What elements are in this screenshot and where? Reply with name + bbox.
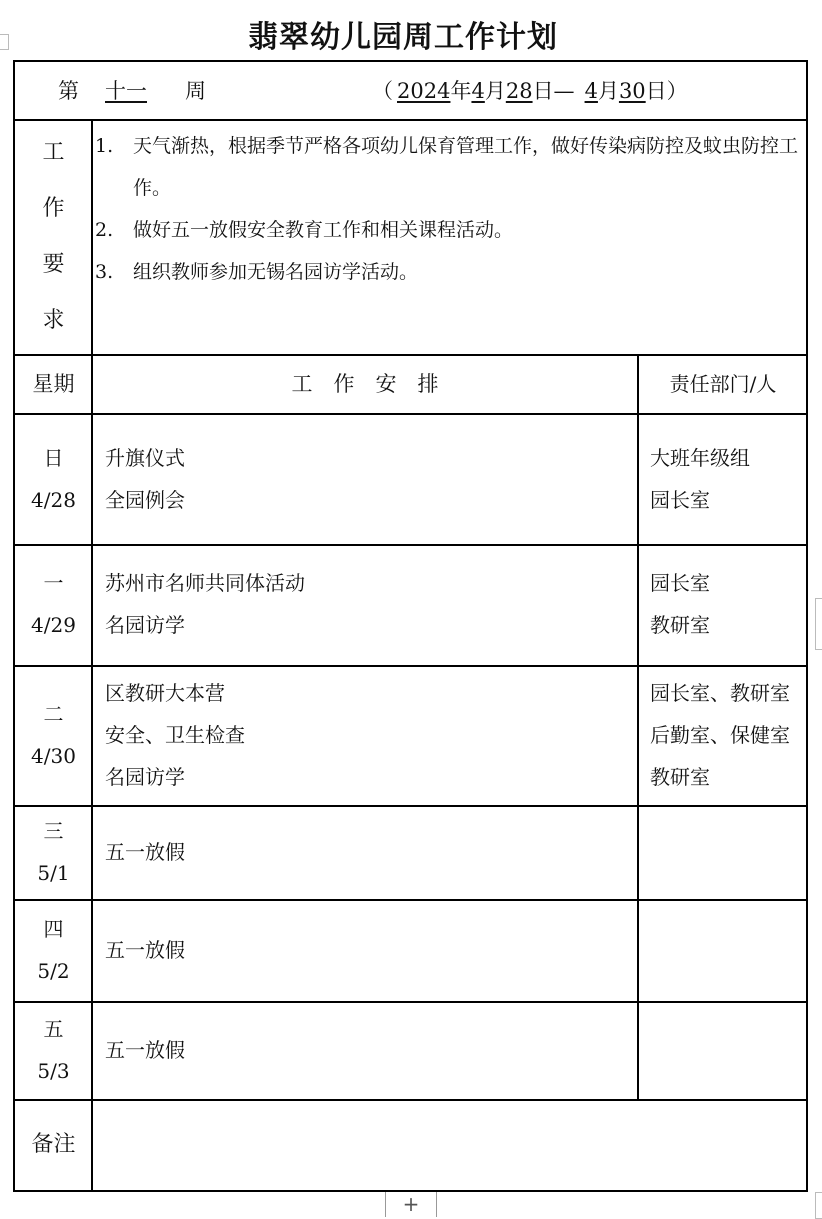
date-range: （ 2024年4月28日— 4月30日） (372, 79, 688, 103)
right-scroll-marker-bottom[interactable] (815, 1192, 822, 1219)
row-owners: 大班年级组 园长室 (650, 446, 750, 512)
table-rule (13, 1001, 808, 1003)
requirements-label: 工 作 要 求 (42, 140, 65, 333)
row-day: 四 5/2 (37, 917, 70, 983)
row-tasks: 区教研大本营 安全、卫生检查 名园访学 (105, 681, 245, 789)
document-title: 翡翠幼儿园周工作计划 (248, 20, 558, 55)
row-tasks: 五一放假 (105, 938, 185, 962)
table-rule (13, 805, 808, 807)
table-rule (13, 544, 808, 546)
column-header-work: 工 作 安 排 (291, 372, 439, 396)
table-rule (13, 899, 808, 901)
requirement-item: 3. 组织教师参加无锡名园访学活动。 (95, 261, 419, 283)
row-day: 三 5/1 (37, 819, 70, 885)
row-day: 二 4/30 (31, 702, 76, 768)
requirements-list (95, 125, 807, 293)
row-tasks: 苏州市名师共同体活动 名园访学 (105, 571, 305, 637)
table-rule (637, 354, 639, 1099)
requirement-item: 1. 天气渐热，根据季节严格各项幼儿保育管理工作，做好传染病防控及蚊虫防控工作。 (95, 135, 799, 199)
requirement-item: 2. 做好五一放假安全教育工作和相关课程活动。 (95, 219, 514, 241)
remarks-label: 备注 (31, 1132, 76, 1157)
row-day: 一 4/29 (31, 571, 76, 637)
row-tasks: 五一放假 (105, 1038, 185, 1062)
table-rule (13, 665, 808, 667)
week-number: 十一 (105, 79, 147, 103)
row-day: 日 4/28 (31, 446, 76, 512)
add-row-button[interactable]: + (385, 1192, 437, 1217)
row-owners: 园长室 教研室 (650, 571, 710, 637)
table-rule (13, 119, 808, 121)
table-rule (13, 1099, 808, 1101)
row-owners: 园长室、教研室 后勤室、保健室 教研室 (650, 681, 790, 789)
row-tasks: 升旗仪式 全园例会 (105, 446, 185, 512)
column-header-owner: 责任部门/人 (669, 372, 777, 396)
column-header-day: 星期 (32, 372, 75, 396)
row-tasks: 五一放假 (105, 840, 185, 864)
row-day: 五 5/3 (37, 1017, 70, 1083)
week-label: 第 十一 周 (58, 79, 206, 103)
right-scroll-marker[interactable] (815, 598, 822, 650)
table-rule (13, 413, 808, 415)
table-rule (13, 354, 808, 356)
